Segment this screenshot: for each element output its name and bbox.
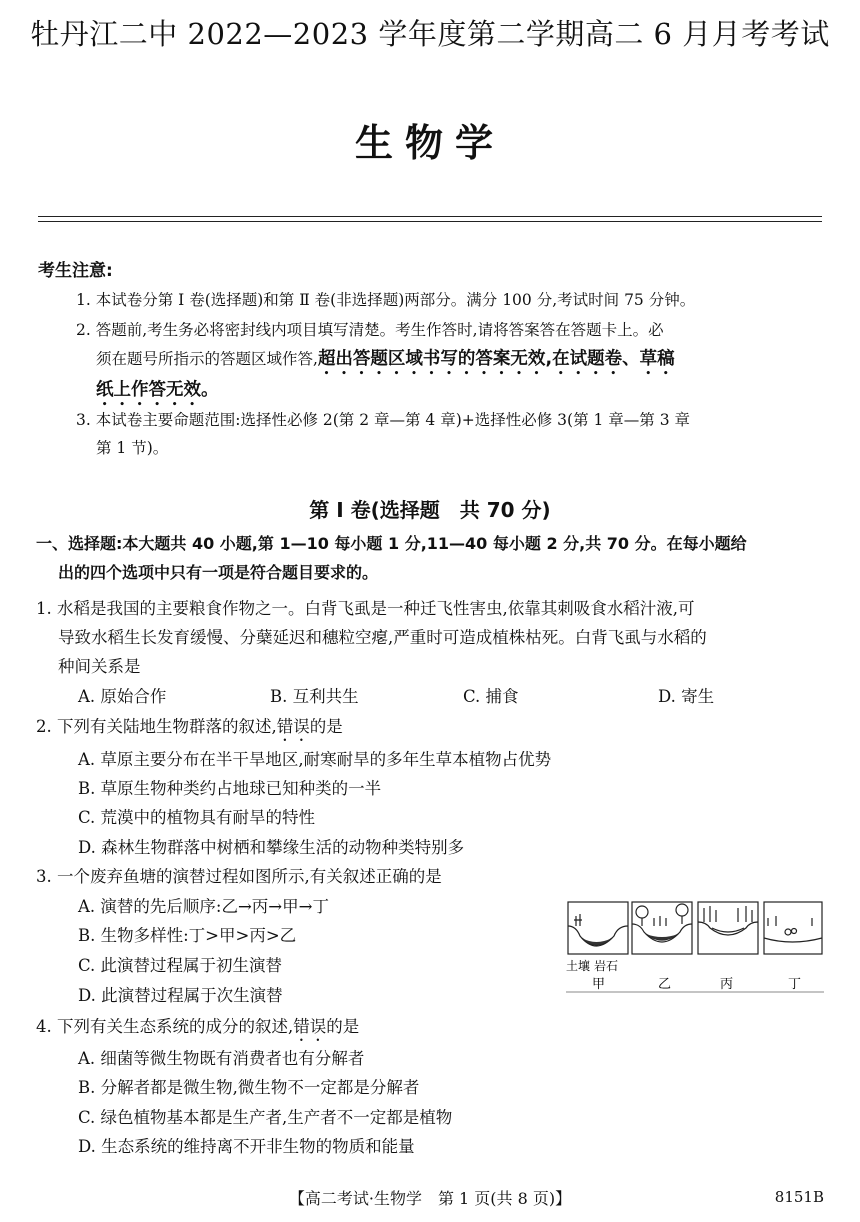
- notice-emphasis-1: 超出答题区域书写的答案无效: [317, 349, 546, 369]
- q4-option-b: B. 分解者都是微生物,微生物不一定都是分解者: [78, 1078, 420, 1097]
- fig-label-yi: 乙: [658, 977, 672, 992]
- fig-label-jia: 甲: [592, 977, 606, 992]
- q2-stem-emphasis: 错误: [276, 717, 310, 736]
- q3-option-c: C. 此演替过程属于初生演替: [78, 956, 283, 975]
- q2-option-b: B. 草原生物种类约占地球已知种类的一半: [78, 779, 382, 798]
- notice-emphasis-2: 在试题卷、草稿: [552, 349, 675, 369]
- q2-option-a: A. 草原主要分布在半干旱地区,耐寒耐旱的多年生草本植物占优势: [78, 750, 552, 769]
- divider-bottom: [38, 221, 822, 222]
- q1-option-b: B. 互利共生: [270, 687, 359, 706]
- q4-option-a: A. 细菌等微生物既有消费者也有分解者: [78, 1049, 365, 1068]
- paper-code: 8151B: [774, 1188, 824, 1206]
- q1-option-d: D. 寄生: [658, 687, 715, 706]
- fig-label-soil: 土壤: [566, 959, 591, 973]
- q1-stem-line-2: 导致水稻生长发育缓慢、分蘖延迟和穗粒空瘪,严重时可造成植株枯死。白背飞虱与水稻的: [58, 628, 707, 647]
- q3-option-d: D. 此演替过程属于次生演替: [78, 986, 283, 1005]
- exam-title: 牡丹江二中 2022—2023 学年度第二学期高二 6 月月考考试: [30, 17, 830, 51]
- pond-succession-figure: [566, 898, 824, 994]
- notice-item-2-line-2: [96, 345, 675, 379]
- notice-item-3-line-1: 3. 本试卷主要命题范围:选择性必修 2(第 2 章—第 4 章)+选择性必修 3(第 1 章—第 3 章: [76, 411, 691, 429]
- section-instruction-line-1: 一、选择题:本大题共 40 小题,第 1—10 每小题 1 分,11—40 每小题 2 分,共 70 分。在每小题给: [36, 534, 747, 553]
- notice-emphasis-comma: ,: [545, 349, 553, 369]
- q2-option-d: D. 森林生物群落中树栖和攀缘生活的动物种类特别多: [78, 838, 465, 857]
- q2-option-c: C. 荒漠中的植物具有耐旱的特性: [78, 808, 316, 827]
- q4-stem-start: 4. 下列有关生态系统的成分的叙述,: [36, 1017, 294, 1036]
- q4-option-d: D. 生态系统的维持离不开非生物的物质和能量: [78, 1137, 415, 1156]
- subject-title: 生物学: [354, 121, 505, 165]
- part-1-title: 第 Ⅰ 卷(选择题 共 70 分): [309, 498, 551, 522]
- q1-stem-line-1: 1. 水稻是我国的主要粮食作物之一。白背飞虱是一种迁飞性害虫,依靠其刺吸食水稻汁液,可: [36, 599, 695, 618]
- fig-label-ding: 丁: [788, 977, 802, 992]
- notice-item-3-line-2: 第 1 节)。: [96, 439, 169, 457]
- q4-stem-end: 的是: [326, 1017, 360, 1036]
- notice-item-2-plain: 须在题号所指示的答题区域作答,: [96, 350, 318, 368]
- q1-option-a: A. 原始合作: [78, 687, 167, 706]
- q2-stem: [36, 713, 343, 745]
- notice-item-2-line-1: 2. 答题前,考生务必将密封线内项目填写清楚。考生作答时,请将答案答在答题卡上。必: [76, 321, 664, 339]
- notice-heading: 考生注意:: [38, 261, 113, 281]
- q1-stem-line-3: 种间关系是: [58, 657, 141, 676]
- q3-option-a: A. 演替的先后顺序:乙→丙→甲→丁: [78, 897, 329, 916]
- q2-stem-start: 2. 下列有关陆地生物群落的叙述,: [36, 717, 277, 736]
- fig-label-rock: 岩石: [594, 959, 619, 973]
- q4-option-c: C. 绿色植物基本都是生产者,生产者不一定都是植物: [78, 1108, 453, 1127]
- notice-emphasis-3: 纸上作答无效: [96, 380, 201, 400]
- q3-option-b: B. 生物多样性:丁>甲>丙>乙: [78, 926, 297, 945]
- fig-label-bing: 丙: [720, 977, 734, 992]
- notice-item-1: 1. 本试卷分第 Ⅰ 卷(选择题)和第 Ⅱ 卷(非选择题)两部分。满分 100 分,考试时间 75 分钟。: [76, 291, 696, 309]
- q2-stem-end: 的是: [309, 717, 343, 736]
- section-instruction-line-2: 出的四个选项中只有一项是符合题目要求的。: [58, 563, 379, 582]
- divider-top: [38, 216, 822, 217]
- q4-stem: [36, 1013, 359, 1045]
- q1-option-c: C. 捕食: [463, 687, 519, 706]
- q3-stem: 3. 一个废弃鱼塘的演替过程如图所示,有关叙述正确的是: [36, 867, 442, 886]
- q4-stem-emphasis: 错误: [293, 1017, 327, 1036]
- notice-item-2-line-3: [96, 376, 219, 410]
- notice-emphasis-end: 。: [201, 380, 219, 400]
- page-footer: 【高二考试·生物学 第 1 页(共 8 页)】: [288, 1189, 572, 1208]
